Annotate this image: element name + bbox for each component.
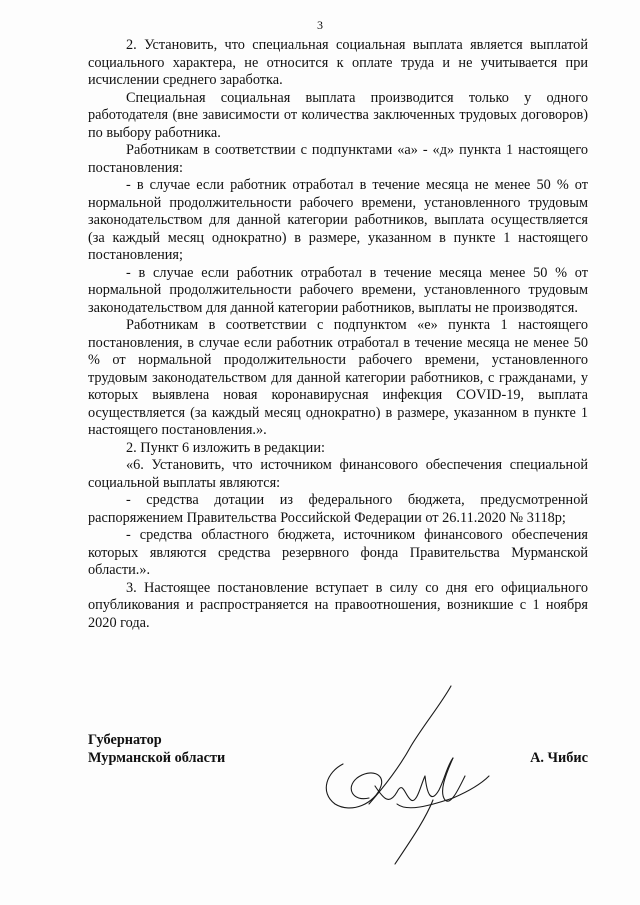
paragraph-subclauses-a-d: Работникам в соответствии с подпунктами «а» - «д» пункта 1 настоящего постановления: [88, 142, 588, 176]
paragraph-single-employer: Специальная социальная выплата производится только у одного работодателя (вне зависимости от количества заключенных трудовых договоров) по выбору работника. [88, 89, 588, 141]
paragraph-clause-6-intro: 2. Пункт 6 изложить в редакции: [126, 439, 325, 456]
handwritten-signature [313, 680, 493, 870]
document-body [88, 37, 588, 632]
paragraph-clause-2: 2. Установить, что специальная социальная выплата является выплатой социального характера, не относится к оплате труда и не учитывается при исчислении среднего заработка. [88, 37, 588, 88]
paragraph-bullet-50-minus: - в случае если работник отработал в течение месяца менее 50 % от нормальной продолжительности рабочего времени, установленного трудовым законодательством для данной категории работников, выплаты не производятся. [88, 264, 588, 316]
page-number: 3 [317, 18, 323, 32]
paragraph-federal-subsidy: - средства дотации из федерального бюджета, предусмотренной распоряжением Правительства Российской Федерации от 26.11.2020 № 3118р; [88, 492, 588, 526]
signatory-title-line1: Губернатор [88, 732, 162, 748]
paragraph-regional-budget: - средства областного бюджета, источником финансового обеспечения которых являются средства резервного фонда Правительства Мурманской области.». [88, 527, 588, 578]
paragraph-effective-date: 3. Настоящее постановление вступает в силу со дня его официального опубликования и распространяется на правоотношения, возникшие с 1 ноября 2020 года. [88, 579, 588, 631]
signature-block [88, 730, 588, 870]
signatory-title-line2: Мурманской области [88, 749, 226, 766]
paragraph-clause-6-text: «6. Установить, что источником финансового обеспечения специальной социальной выплаты являются: [88, 457, 588, 491]
signatory-name: А. Чибис [530, 750, 588, 766]
paragraph-bullet-50-plus: - в случае если работник отработал в течение месяца не менее 50 % от нормальной продолжительности рабочего времени, установленного трудовым законодательством для данной категории работников, выплата осуществляется (за каждый месяц однократно) в размере, указанном в пункте 1 настоящего постановления; [88, 177, 588, 263]
paragraph-subclause-e: Работникам в соответствии с подпунктом «е» пункта 1 настоящего постановления, в случае если работник отработал в течение месяца не менее 50 % от нормальной продолжительности рабочего времени, установленного трудовым законодательством для данной категории работников, с гражданами, у которых выявлена новая коронавирусная инфекция COVID-19, выплата осуществляется (за каждый месяц однократно) в размере, указанном в пункте 1 настоящего постановления.». [88, 317, 588, 438]
signatory-title [88, 732, 225, 767]
